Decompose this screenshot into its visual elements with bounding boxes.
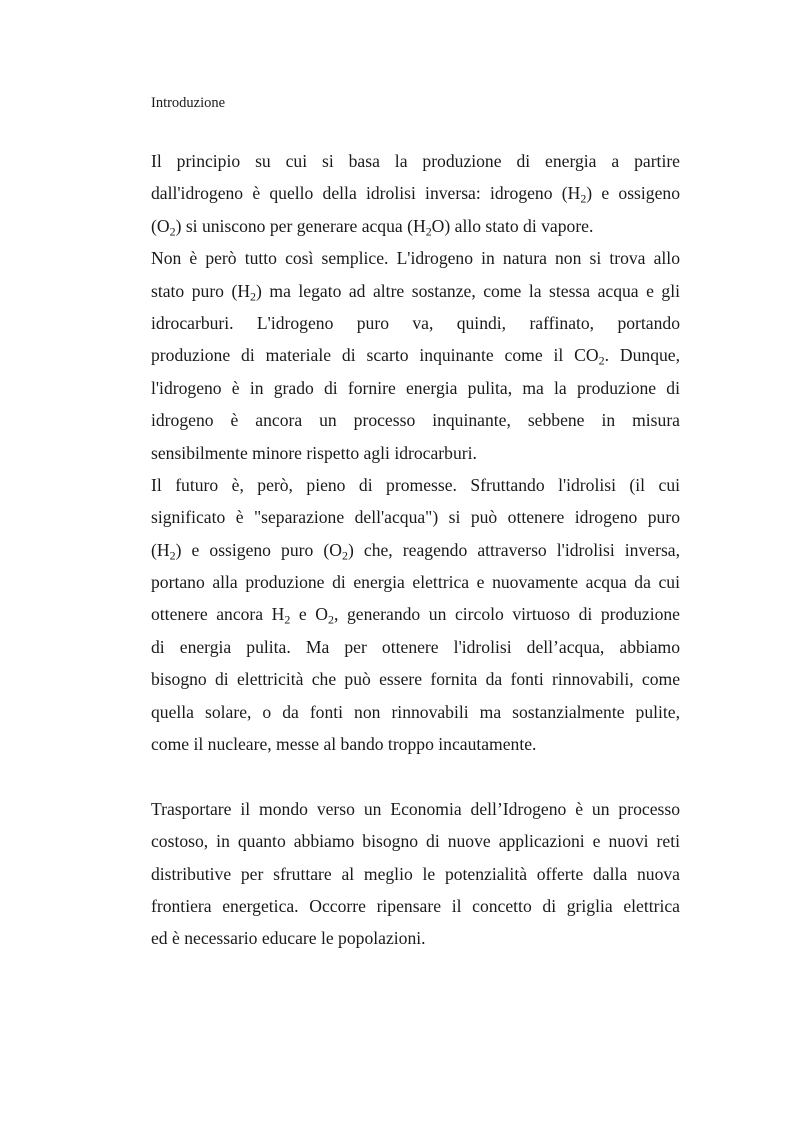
paragraph-5 bbox=[151, 797, 680, 959]
text-line: $(O_2)$ si uniscono per generare acqua $(H_2O)$ allo stato di vapore. bbox=[151, 215, 594, 239]
text-line: frontiera energetica. Occorre ripensare il concetto di griglia elettrica bbox=[151, 895, 680, 916]
subscript: 2 bbox=[341, 548, 348, 563]
text-line: Il principio su cui si basa la produzione di energia a partire bbox=[151, 151, 680, 171]
text-line: sensibilmente minore rispetto agli idrocarburi. bbox=[151, 442, 477, 463]
paragraph-2 bbox=[151, 246, 680, 473]
text-line: idrogeno è ancora un processo inquinante, sebbene in misura bbox=[151, 410, 680, 431]
text-line: produzione di materiale di scarto inquinante come il $CO_2$. Dunque, bbox=[151, 345, 680, 368]
text-line: dall'idrogeno è quello della idrolisi inversa: idrogeno $(H_2)$ e ossigeno bbox=[151, 183, 680, 206]
text-line: portano alla produzione di energia elettrica e nuovamente acqua da cui bbox=[151, 572, 680, 593]
text-line: ottenere ancora $H_2$ e $O_2$, generando un circolo virtuoso di produzione bbox=[151, 604, 680, 627]
text-line: ed è necessario educare le popolazioni. bbox=[151, 928, 426, 949]
text-line: Il futuro è, però, pieno di promesse. Sfruttando l'idrolisi (il cui bbox=[151, 474, 680, 495]
text-line: di energia pulita. Ma per ottenere l'idrolisi dell’acqua, abbiamo bbox=[151, 636, 680, 657]
subscript: 2 bbox=[284, 612, 291, 627]
subscript: 2 bbox=[598, 353, 605, 368]
subscript: 2 bbox=[580, 191, 587, 206]
text-line: costoso, in quanto abbiamo bisogno di nuove applicazioni e nuovi reti bbox=[151, 831, 680, 852]
paragraph-gap bbox=[151, 764, 680, 796]
text-line: bisogno di elettricità che può essere fornita da fonti rinnovabili, come bbox=[151, 669, 680, 690]
text-line: l'idrogeno è in grado di fornire energia pulita, ma la produzione di bbox=[151, 377, 680, 398]
text-line: Trasportare il mondo verso un Economia dell’Idrogeno è un processo bbox=[151, 798, 680, 819]
subscript: 2 bbox=[169, 224, 176, 239]
text-line: idrocarburi. L'idrogeno puro va, quindi, raffinato, portando bbox=[151, 312, 680, 333]
subscript: 2 bbox=[169, 548, 176, 563]
section-header: Introduzione bbox=[151, 95, 226, 111]
text-line: $(H_2)$ e ossigeno puro $(O_2)$ che, reagendo attraverso l'idrolisi inversa, bbox=[151, 539, 680, 563]
subscript: 2 bbox=[328, 612, 334, 627]
text-line: Non è però tutto così semplice. L'idrogeno in natura non si trova allo bbox=[151, 248, 680, 269]
text-line: come il nucleare, messe al bando troppo incautamente. bbox=[151, 734, 537, 755]
paragraph-3 bbox=[151, 473, 680, 765]
paragraph-1 bbox=[151, 149, 680, 246]
subscript: 2 bbox=[250, 288, 257, 303]
body-text bbox=[151, 149, 680, 959]
subscript: 2 bbox=[425, 224, 432, 239]
text-line: significato è "separazione dell'acqua") si può ottenere idrogeno puro bbox=[151, 507, 680, 528]
text-line: stato puro $(H_2)$ ma legato ad altre sostanze, come la stessa acqua e gli bbox=[151, 280, 680, 303]
text-line: distributive per sfruttare al meglio le potenzialità offerte dalla nuova bbox=[151, 863, 680, 884]
text-line: quella solare, o da fonti non rinnovabili ma sostanzialmente pulite, bbox=[151, 701, 680, 722]
